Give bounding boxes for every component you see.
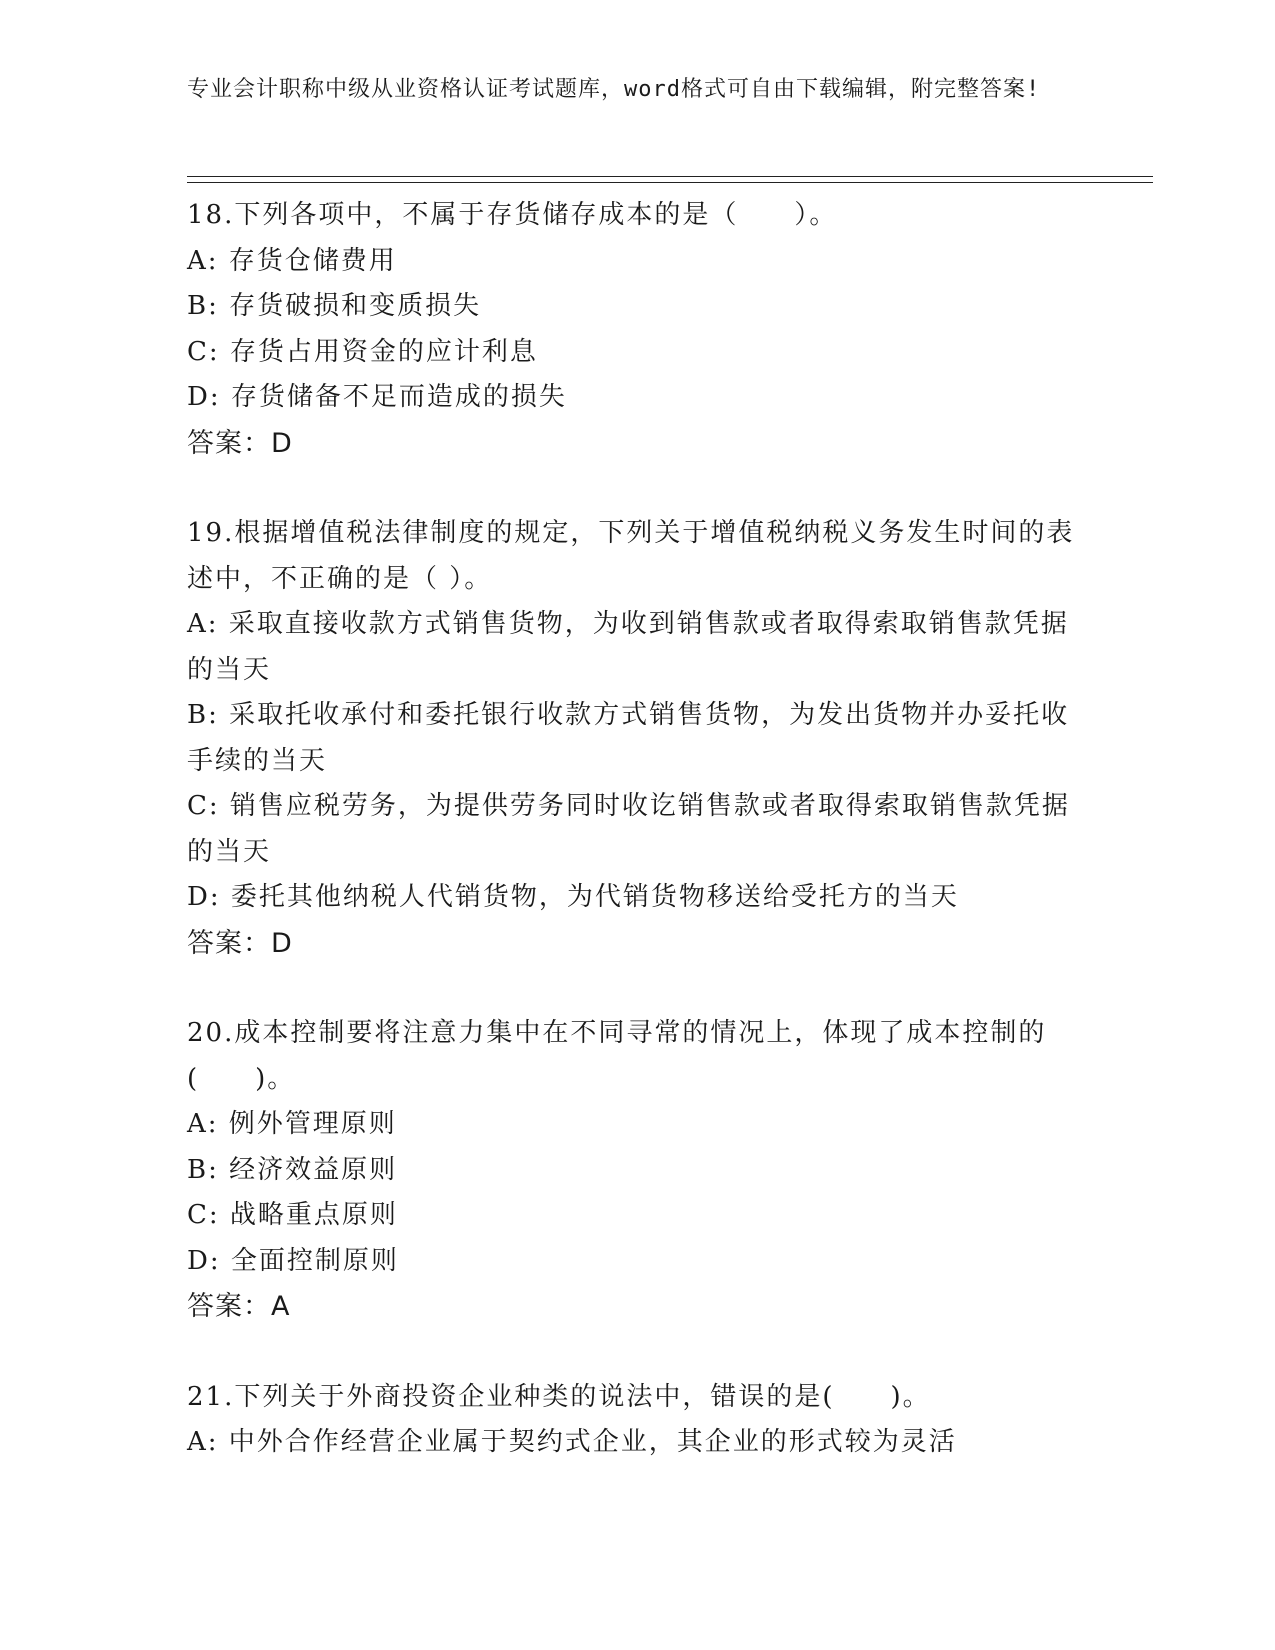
option-d: D: 存货储备不足而造成的损失 (187, 382, 567, 412)
option-b: B: 采取托收承付和委托银行收款方式销售货物，为发出货物并办妥托收手续的当天 (187, 700, 1070, 776)
header-divider-bottom (187, 182, 1153, 183)
question-text: 19.根据增值税法律制度的规定，下列关于增值税纳税义务发生时间的表述中，不正确的是（ ）。 (187, 518, 1075, 594)
question-18 (187, 193, 1087, 466)
option-a: A: 采取直接收款方式销售货物，为收到销售款或者取得索取销售款凭据的当天 (187, 609, 1069, 685)
option-d: D: 委托其他纳税人代销货物，为代销货物移送给受托方的当天 (187, 882, 959, 912)
option-c: C: 战略重点原则 (187, 1200, 398, 1230)
option-a: A: 例外管理原则 (187, 1109, 397, 1139)
option-d: D: 全面控制原则 (187, 1245, 399, 1276)
option-c: C: 销售应税劳务，为提供劳务同时收讫销售款或者取得索取销售款凭据的当天 (187, 791, 1070, 867)
answer: 答案：A (187, 1291, 291, 1322)
question-text: 18.下列各项中，不属于存货储存成本的是（ ）。 (187, 200, 838, 230)
document-header: 专业会计职称中级从业资格认证考试题库，word格式可自由下载编辑，附完整答案! (187, 77, 1041, 102)
question-text: 20.成本控制要将注意力集中在不同寻常的情况上，体现了成本控制的( )。 (187, 1018, 1047, 1094)
option-a: A: 中外合作经营企业属于契约式企业，其企业的形式较为灵活 (187, 1427, 957, 1457)
header-divider-top (187, 176, 1153, 177)
option-b: B: 经济效益原则 (187, 1154, 398, 1185)
option-a: A: 存货仓储费用 (187, 245, 397, 276)
answer: 答案：D (187, 927, 293, 959)
question-21 (187, 1375, 1087, 1466)
question-20 (187, 1011, 1087, 1330)
option-c: C: 存货占用资金的应计利息 (187, 336, 538, 367)
question-text: 21.下列关于外商投资企业种类的说法中，错误的是( )。 (187, 1381, 931, 1412)
answer: 答案：D (187, 427, 293, 459)
option-b: B: 存货破损和变质损失 (187, 291, 482, 321)
question-19 (187, 511, 1087, 966)
question-list (187, 193, 1087, 1466)
